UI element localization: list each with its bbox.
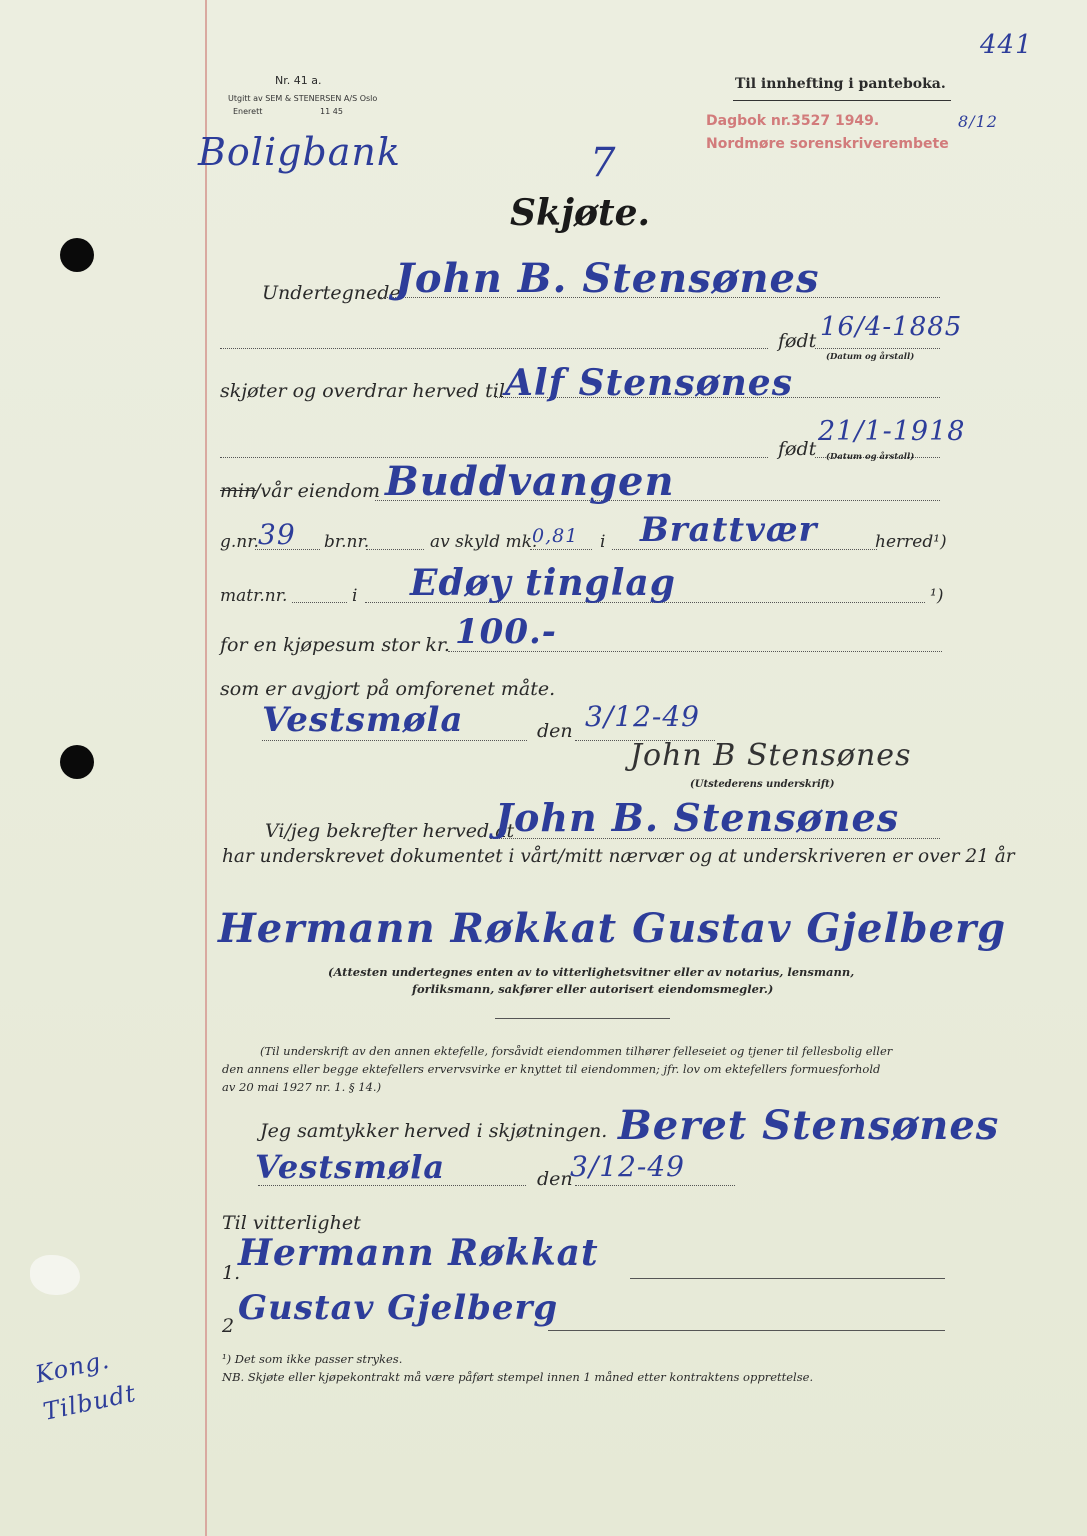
binding-note: Til innhefting i panteboka. bbox=[735, 76, 946, 92]
red-margin-line bbox=[205, 0, 207, 1536]
date-2: 3/12-49 bbox=[570, 1150, 685, 1183]
buyer-birthdate: 21/1-1918 bbox=[818, 416, 966, 447]
confirmed-name: John B. Stensønes bbox=[495, 795, 900, 840]
matr-value: Edøy tinglag bbox=[410, 562, 676, 604]
journal-date: 8/12 bbox=[958, 112, 998, 131]
punch-hole-icon bbox=[60, 238, 94, 272]
torn-paper-mark bbox=[30, 1255, 80, 1295]
herred-value: Brattvær bbox=[640, 510, 818, 550]
place-2: Vestsmøla bbox=[255, 1148, 446, 1186]
court-stamp: Nordmøre sorenskriverembete bbox=[706, 136, 949, 152]
place-1: Vestsmøla bbox=[262, 700, 464, 740]
witness-signatures: Hermann Røkkat Gustav Gjelberg bbox=[218, 905, 1007, 952]
form-publisher: Utgitt av SEM & STENERSEN A/S Oslo bbox=[228, 94, 378, 103]
document-page: 441 Nr. 41 a. Utgitt av SEM & STENERSEN A/S Oslo Enerett 11 45 Til innhefting i panteboka. Dagbok nr.3527 1949. 8/12 Nordmøre sorenskriverembete Boligbank 7 Skjøte. Undertegnede John B. Stensønes født 16/4-1885 (Datum og årstall) skjøter og overdrar herved til Alf Stensønes født 21/1-1918 (Datum og årstall) min /vår eiendom Buddvangen g.nr. 39 br.nr. av skyld mk. 0,81 i Brattvær herred¹) matr.nr. i Edøy tinglag ¹) for en kjøpesum stor kr. 100.- som er avgjort på omforenet måte. Vestsmøla den 3/12-49 John B Stensønes (Utstederens underskrift) Vi/jeg bekrefter herved at John B. Stensønes har underskrevet dokumentet i vårt/mitt nærvær og at underskriveren er over 21 år Hermann Røkkat Gustav Gjelberg (Attesten undertegnes enten av to vitterlighetsvitner eller av notarius, lensmann, forliksmann, sakfører eller autorisert eiendomsmegler.) (Til underskrift av den annen ektefelle, forsåvidt eiendommen tilhører felleseiet og tjener til fellesbolig eller den annens eller begge ektefellers ervervsvirke er knyttet til eiendommen; jfr. lov om ektefellers formuesforhold av 20 mai 1927 nr. 1. § 14.) Jeg samtykker herved i skjøtningen. Beret Stensønes Vestsmøla den 3/12-49 Til vitterlighet 1. Hermann Røkkat 2 Gustav Gjelberg ¹) Det som ikke passer strykes. NB. Skjøte eller kjøpekontrakt må være påført stempel innen 1 måned etter kontraktens opprettelse. Kong. Tilbudt bbox=[0, 0, 1087, 1536]
property-name: Buddvangen bbox=[385, 458, 675, 505]
form-rights: Enerett bbox=[233, 107, 263, 116]
gnr-value: 39 bbox=[258, 518, 296, 551]
seller-name: John B. Stensønes bbox=[395, 255, 820, 302]
page-number: 441 bbox=[980, 30, 1033, 60]
form-code: 11 45 bbox=[320, 107, 343, 116]
journal-stamp: Dagbok nr.3527 1949. bbox=[706, 113, 880, 129]
handwritten-note: Boligbank bbox=[198, 130, 401, 174]
skyld-value: 0,81 bbox=[532, 525, 579, 547]
margin-note: Kong. Tilbudt bbox=[32, 1345, 139, 1426]
seller-signature: John B Stensønes bbox=[630, 738, 912, 773]
form-number: Nr. 41 a. bbox=[275, 74, 322, 87]
buyer-name: Alf Stensønes bbox=[505, 362, 793, 404]
document-title: Skjøte. bbox=[510, 192, 651, 234]
witness-2: Gustav Gjelberg bbox=[238, 1288, 559, 1328]
seller-birthdate: 16/4-1885 bbox=[820, 312, 963, 342]
spouse-signature: Beret Stensønes bbox=[618, 1102, 1000, 1149]
punch-hole-icon bbox=[60, 745, 94, 779]
date-1: 3/12-49 bbox=[585, 700, 700, 733]
price-value: 100.- bbox=[455, 612, 557, 652]
witness-1: Hermann Røkkat bbox=[238, 1232, 599, 1274]
